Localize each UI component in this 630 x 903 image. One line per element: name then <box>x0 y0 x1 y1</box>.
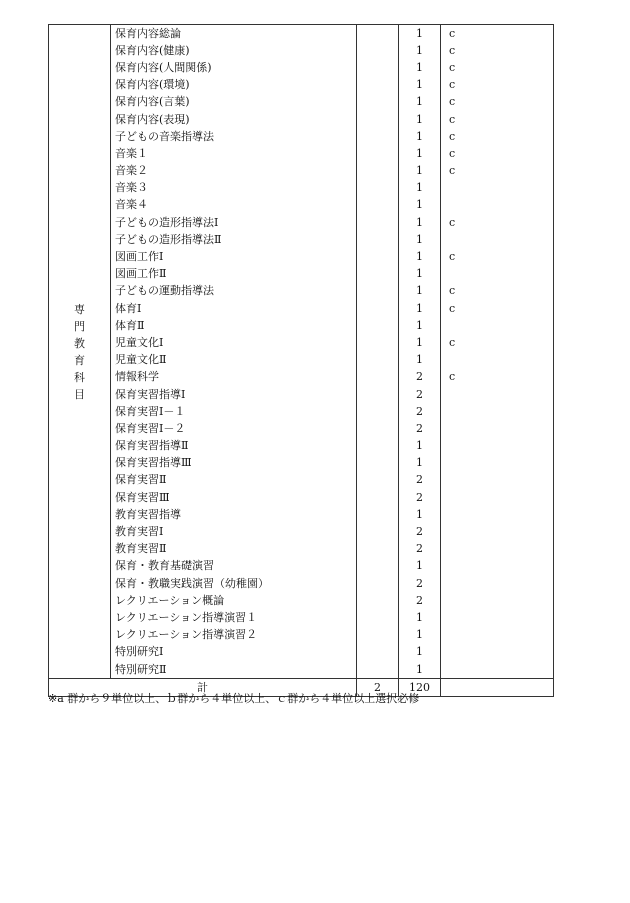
elective-credits: 2 <box>399 489 441 506</box>
table-row <box>49 386 554 403</box>
course-group: c <box>441 42 554 59</box>
course-name: レクリエーション指導演習２ <box>111 627 357 644</box>
footnote: ※a 群から９単位以上、ｂ群から４単位以上、ｃ群から４単位以上選択必修 <box>48 692 420 705</box>
table-row <box>49 214 554 231</box>
elective-credits: 1 <box>399 334 441 351</box>
category-cell <box>49 25 111 679</box>
course-name: 保育実習Ⅰ－１ <box>111 403 357 420</box>
course-name: 保育実習指導Ⅱ <box>111 438 357 455</box>
course-name: 保育実習指導Ⅲ <box>111 455 357 472</box>
table-row <box>49 266 554 283</box>
course-group: c <box>441 283 554 300</box>
table-row <box>49 94 554 111</box>
course-name: 教育実習Ⅰ <box>111 523 357 540</box>
course-group <box>441 489 554 506</box>
table-row <box>49 163 554 180</box>
course-group <box>441 627 554 644</box>
course-group <box>441 386 554 403</box>
course-name: 保育実習Ⅰ－２ <box>111 420 357 437</box>
elective-credits: 1 <box>399 627 441 644</box>
course-name: 保育内容総論 <box>111 25 357 43</box>
elective-credits: 1 <box>399 197 441 214</box>
elective-credits: 1 <box>399 558 441 575</box>
course-group <box>441 403 554 420</box>
elective-credits: 2 <box>399 420 441 437</box>
total-group-cell <box>441 679 554 697</box>
required-credits <box>357 25 399 43</box>
table-row <box>49 369 554 386</box>
course-name: 保育実習Ⅱ <box>111 472 357 489</box>
table-row <box>49 317 554 334</box>
course-group <box>441 644 554 661</box>
required-credits <box>357 592 399 609</box>
elective-credits: 1 <box>399 644 441 661</box>
required-credits <box>357 558 399 575</box>
required-credits <box>357 489 399 506</box>
table-row <box>49 661 554 679</box>
required-credits <box>357 661 399 679</box>
course-group <box>441 231 554 248</box>
required-credits <box>357 145 399 162</box>
course-name: 保育実習Ⅲ <box>111 489 357 506</box>
elective-credits: 1 <box>399 214 441 231</box>
required-credits <box>357 352 399 369</box>
elective-credits: 2 <box>399 472 441 489</box>
course-group: c <box>441 214 554 231</box>
course-group: c <box>441 300 554 317</box>
required-credits <box>357 438 399 455</box>
course-name: 保育・教育基礎演習 <box>111 558 357 575</box>
course-name: 図画工作Ⅰ <box>111 248 357 265</box>
required-credits <box>357 248 399 265</box>
elective-credits: 1 <box>399 231 441 248</box>
required-credits <box>357 420 399 437</box>
course-group <box>441 317 554 334</box>
course-name: 教育実習指導 <box>111 506 357 523</box>
course-name: 子どもの造形指導法Ⅰ <box>111 214 357 231</box>
course-group: c <box>441 369 554 386</box>
course-name: レクリエーション指導演習１ <box>111 609 357 626</box>
required-credits <box>357 42 399 59</box>
required-credits <box>357 197 399 214</box>
elective-credits: 2 <box>399 575 441 592</box>
table-row <box>49 558 554 575</box>
elective-credits: 1 <box>399 609 441 626</box>
required-credits <box>357 128 399 145</box>
course-group: c <box>441 128 554 145</box>
required-credits <box>357 163 399 180</box>
table-row <box>49 627 554 644</box>
required-credits <box>357 386 399 403</box>
elective-credits: 1 <box>399 352 441 369</box>
table-row <box>49 283 554 300</box>
elective-credits: 2 <box>399 369 441 386</box>
course-name: 保育内容(言葉) <box>111 94 357 111</box>
elective-credits: 1 <box>399 145 441 162</box>
course-name: 保育内容(人間関係) <box>111 59 357 76</box>
total-elective-credits: 120 <box>399 679 441 697</box>
table-row <box>49 111 554 128</box>
course-name: 児童文化Ⅰ <box>111 334 357 351</box>
required-credits <box>357 627 399 644</box>
elective-credits: 1 <box>399 300 441 317</box>
course-group <box>441 523 554 540</box>
table-row <box>49 334 554 351</box>
table-row <box>49 472 554 489</box>
required-credits <box>357 575 399 592</box>
required-credits <box>357 94 399 111</box>
required-credits <box>357 644 399 661</box>
table-row <box>49 644 554 661</box>
elective-credits: 1 <box>399 248 441 265</box>
course-name: 音楽２ <box>111 163 357 180</box>
table-row <box>49 609 554 626</box>
course-name: 児童文化Ⅱ <box>111 352 357 369</box>
course-group <box>441 592 554 609</box>
table-row <box>49 25 554 43</box>
course-name: 子どもの運動指導法 <box>111 283 357 300</box>
course-group: c <box>441 248 554 265</box>
elective-credits: 1 <box>399 59 441 76</box>
course-group <box>441 558 554 575</box>
required-credits <box>357 214 399 231</box>
table-row <box>49 180 554 197</box>
table-row <box>49 197 554 214</box>
table-row <box>49 506 554 523</box>
table-row <box>49 455 554 472</box>
course-name: 保育内容(環境) <box>111 77 357 94</box>
required-credits <box>357 266 399 283</box>
course-group <box>441 506 554 523</box>
elective-credits: 1 <box>399 266 441 283</box>
course-group <box>441 438 554 455</box>
elective-credits: 1 <box>399 25 441 43</box>
required-credits <box>357 59 399 76</box>
elective-credits: 1 <box>399 163 441 180</box>
course-group: c <box>441 77 554 94</box>
course-name: 保育内容(表現) <box>111 111 357 128</box>
course-name: 子どもの造形指導法Ⅱ <box>111 231 357 248</box>
elective-credits: 1 <box>399 661 441 679</box>
course-name: 音楽１ <box>111 145 357 162</box>
elective-credits: 2 <box>399 386 441 403</box>
required-credits <box>357 523 399 540</box>
course-group: c <box>441 334 554 351</box>
table-row <box>49 42 554 59</box>
required-credits <box>357 300 399 317</box>
table-row <box>49 248 554 265</box>
elective-credits: 1 <box>399 317 441 334</box>
course-group: c <box>441 94 554 111</box>
elective-credits: 1 <box>399 94 441 111</box>
course-name: 教育実習Ⅱ <box>111 541 357 558</box>
elective-credits: 2 <box>399 403 441 420</box>
required-credits <box>357 506 399 523</box>
course-name: 保育内容(健康) <box>111 42 357 59</box>
table-row <box>49 59 554 76</box>
course-group: c <box>441 145 554 162</box>
course-name: 特別研究Ⅱ <box>111 661 357 679</box>
required-credits <box>357 334 399 351</box>
table-row <box>49 231 554 248</box>
required-credits <box>357 317 399 334</box>
required-credits <box>357 111 399 128</box>
course-group <box>441 541 554 558</box>
elective-credits: 1 <box>399 42 441 59</box>
elective-credits: 1 <box>399 180 441 197</box>
table-row <box>49 145 554 162</box>
course-group <box>441 420 554 437</box>
table-row <box>49 352 554 369</box>
table-row <box>49 420 554 437</box>
course-group: c <box>441 111 554 128</box>
elective-credits: 2 <box>399 592 441 609</box>
course-name: 子どもの音楽指導法 <box>111 128 357 145</box>
required-credits <box>357 455 399 472</box>
table-row <box>49 541 554 558</box>
course-table-body <box>49 25 554 679</box>
course-group <box>441 609 554 626</box>
course-name: 情報科学 <box>111 369 357 386</box>
elective-credits: 1 <box>399 455 441 472</box>
required-credits <box>357 180 399 197</box>
course-group <box>441 661 554 679</box>
table-row <box>49 438 554 455</box>
course-group <box>441 575 554 592</box>
elective-credits: 1 <box>399 283 441 300</box>
required-credits <box>357 472 399 489</box>
table-row <box>49 300 554 317</box>
course-group: c <box>441 163 554 180</box>
required-credits <box>357 609 399 626</box>
table-row <box>49 77 554 94</box>
elective-credits: 2 <box>399 523 441 540</box>
table-row <box>49 523 554 540</box>
course-group <box>441 180 554 197</box>
required-credits <box>357 231 399 248</box>
total-label: 計 <box>49 679 357 697</box>
table-row <box>49 592 554 609</box>
required-credits <box>357 369 399 386</box>
category-label: 専門教育科目 <box>74 302 85 401</box>
required-credits <box>357 541 399 558</box>
course-name: 特別研究Ⅰ <box>111 644 357 661</box>
elective-credits: 1 <box>399 506 441 523</box>
table-row <box>49 575 554 592</box>
course-group <box>441 197 554 214</box>
table-row <box>49 489 554 506</box>
table-row <box>49 403 554 420</box>
course-name: 図画工作Ⅱ <box>111 266 357 283</box>
total-required-credits: 2 <box>357 679 399 697</box>
course-name: 保育実習指導Ⅰ <box>111 386 357 403</box>
course-group <box>441 455 554 472</box>
course-name: 音楽３ <box>111 180 357 197</box>
table-row <box>49 128 554 145</box>
course-table <box>48 24 554 697</box>
course-name: 音楽４ <box>111 197 357 214</box>
elective-credits: 2 <box>399 541 441 558</box>
course-name: 体育Ⅰ <box>111 300 357 317</box>
course-group: c <box>441 59 554 76</box>
course-group <box>441 352 554 369</box>
elective-credits: 1 <box>399 111 441 128</box>
elective-credits: 1 <box>399 128 441 145</box>
course-name: 体育Ⅱ <box>111 317 357 334</box>
required-credits <box>357 283 399 300</box>
course-name: レクリエーション概論 <box>111 592 357 609</box>
required-credits <box>357 403 399 420</box>
course-group <box>441 472 554 489</box>
elective-credits: 1 <box>399 438 441 455</box>
course-group <box>441 266 554 283</box>
required-credits <box>357 77 399 94</box>
course-group: c <box>441 25 554 43</box>
elective-credits: 1 <box>399 77 441 94</box>
course-name: 保育・教職実践演習（幼稚園） <box>111 575 357 592</box>
